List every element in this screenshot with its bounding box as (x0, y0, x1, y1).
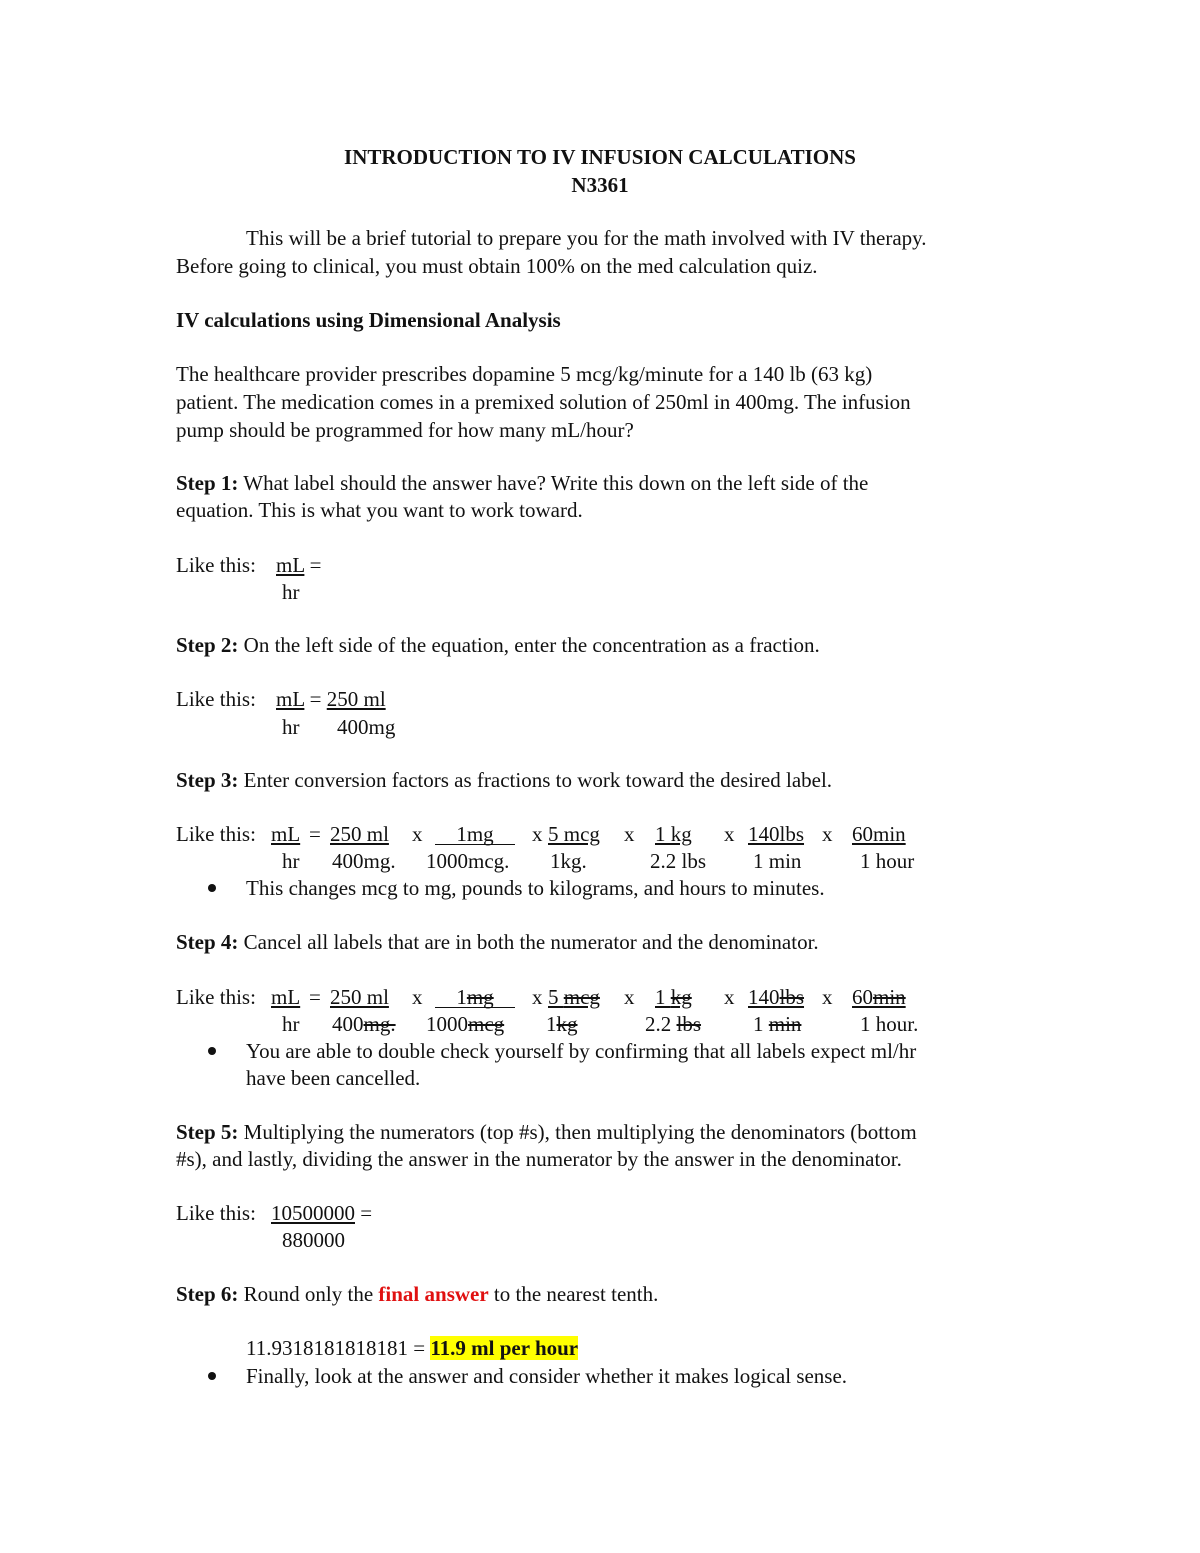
step3-label: Step 3: (176, 768, 239, 792)
step3-den-3: 1000mcg. (426, 849, 510, 873)
step5-numerator (271, 1203, 372, 1224)
step4-num-3-value: 1 (456, 985, 467, 1009)
step5-text: Multiplying the numerators (top #s), then multiplying the denominators (bottom (238, 1120, 917, 1144)
step4-num-7 (852, 987, 906, 1008)
step1-denominator: hr (282, 580, 300, 604)
step2-num-2: 250 ml (326, 687, 386, 711)
cancelled-label: kg (670, 985, 692, 1009)
step4-text: Cancel all labels that are in both the numerator and the denominator. (238, 930, 819, 954)
step6-value: 11.9318181818181 = (246, 1336, 431, 1360)
step4-label: Step 4: (176, 930, 239, 954)
final-answer-emphasis: final answer (378, 1282, 489, 1306)
equals: = (309, 985, 321, 1009)
step4-line (176, 932, 819, 953)
times: x (822, 822, 833, 846)
cancelled-label: min (873, 985, 906, 1009)
step4-den-2-value: 400 (332, 1012, 364, 1036)
problem-line-1: The healthcare provider prescribes dopamine 5 mcg/kg/minute for a 140 lb (63 kg) (176, 362, 873, 386)
step4-den-7: 1 hour. (860, 1012, 919, 1036)
problem-line-2: patient. The medication comes in a premixed solution of 250ml in 400mg. The infusion (176, 390, 911, 414)
times: x (532, 822, 543, 846)
step4-den-6 (753, 1014, 801, 1035)
cancelled-label: lbs (676, 1012, 702, 1036)
cancelled-label: kg (556, 1012, 578, 1036)
times: x (412, 985, 423, 1009)
step6-label: Step 6: (176, 1282, 239, 1306)
step3-num-2: 250 ml (330, 822, 389, 846)
step4-den-6-value: 1 (753, 1012, 769, 1036)
times: x (532, 985, 543, 1009)
step3-num-5: 1 kg (655, 822, 692, 846)
step4-den-1: hr (282, 1012, 300, 1036)
step2-num-1: mL (276, 687, 305, 711)
step5-like-this: Like this: (176, 1201, 256, 1225)
step4-den-4-value: 1 (546, 1012, 557, 1036)
page-title: INTRODUCTION TO IV INFUSION CALCULATIONS (344, 145, 856, 169)
course-code: N3361 (571, 173, 629, 197)
step1-label: Step 1: (176, 471, 239, 495)
step5-line-1 (176, 1122, 917, 1143)
step1-numerator (276, 555, 321, 576)
step4-num-4 (548, 987, 600, 1008)
step3-like-this: Like this: (176, 822, 256, 846)
step4-like-this: Like this: (176, 985, 256, 1009)
cancelled-label: mg (466, 985, 494, 1009)
times: x (822, 985, 833, 1009)
times: x (624, 822, 635, 846)
bullet-icon (208, 1372, 216, 1380)
step3-num-7: 60min (852, 822, 906, 846)
times: x (412, 822, 423, 846)
step2-line (176, 635, 820, 656)
step2-den-2: 400mg (337, 715, 396, 739)
intro-line-1: This will be a brief tutorial to prepare you for the math involved with IV therapy. (246, 226, 927, 250)
step2-den-1: hr (282, 715, 300, 739)
cancelled-label: mcg (468, 1012, 505, 1036)
step3-num-6: 140lbs (748, 822, 805, 846)
step4-den-5 (645, 1014, 701, 1035)
step3-text: Enter conversion factors as fractions to work toward the desired label. (238, 768, 833, 792)
step3-line (176, 770, 832, 791)
step4-den-3-value: 1000 (426, 1012, 468, 1036)
step4-num-1: mL (271, 985, 301, 1009)
step5-num-value: 10500000 (271, 1201, 355, 1225)
step4-den-3 (426, 1014, 504, 1035)
step1-like-this: Like this: (176, 553, 256, 577)
times: x (724, 985, 735, 1009)
equals: = (309, 687, 322, 711)
step1-text: What label should the answer have? Write this down on the left side of the (238, 471, 869, 495)
step1-line-2: equation. This is what you want to work toward. (176, 498, 583, 522)
step4-den-5-value: 2.2 (645, 1012, 677, 1036)
equals: = (360, 1201, 373, 1225)
step3-den-1: hr (282, 849, 300, 873)
cancelled-label: lbs (779, 985, 805, 1009)
equals: = (309, 553, 322, 577)
step3-num-1: mL (271, 822, 301, 846)
step2-like-this: Like this: (176, 687, 256, 711)
bullet-icon (208, 1047, 216, 1055)
highlighted-answer: 11.9 ml per hour (430, 1336, 579, 1360)
problem-line-3: pump should be programmed for how many mL/hour? (176, 418, 634, 442)
step6-bullet: Finally, look at the answer and consider whether it makes logical sense. (246, 1364, 848, 1388)
step4-num-2: 250 ml (330, 985, 389, 1009)
step3-den-2: 400mg. (332, 849, 396, 873)
times: x (724, 822, 735, 846)
step6-text-pre: Round only the (238, 1282, 379, 1306)
step4-num-3 (435, 987, 515, 1008)
step5-line-2: #s), and lastly, dividing the answer in the numerator by the answer in the denominator. (176, 1147, 902, 1171)
step3-den-4: 1kg. (550, 849, 587, 873)
cancelled-label: mcg (563, 985, 600, 1009)
step5-denominator: 880000 (282, 1228, 345, 1252)
step2-text: On the left side of the equation, enter the concentration as a fraction. (238, 633, 820, 657)
step4-num-5-value: 1 (655, 985, 671, 1009)
step6-result (246, 1338, 578, 1359)
step4-num-4-value: 5 (548, 985, 564, 1009)
step4-num-5 (655, 987, 692, 1008)
step1-num-text: mL (276, 553, 305, 577)
step3-num-3: 1mg (435, 824, 515, 845)
step2-label: Step 2: (176, 633, 239, 657)
equals: = (309, 822, 321, 846)
step3-den-6: 1 min (753, 849, 802, 873)
step3-num-4: 5 mcg (548, 822, 600, 846)
step6-line (176, 1284, 658, 1305)
step4-den-2 (332, 1014, 396, 1035)
bullet-icon (208, 884, 216, 892)
times: x (624, 985, 635, 1009)
step4-bullet-line-2: have been cancelled. (246, 1066, 421, 1090)
step4-bullet-line-1: You are able to double check yourself by confirming that all labels expect ml/hr (246, 1039, 917, 1063)
intro-line-2: Before going to clinical, you must obtain 100% on the med calculation quiz. (176, 254, 818, 278)
step1-line-1 (176, 473, 868, 494)
step4-den-4 (546, 1014, 578, 1035)
step4-num-6 (748, 987, 804, 1008)
step3-den-7: 1 hour (860, 849, 915, 873)
step5-label: Step 5: (176, 1120, 239, 1144)
step6-text-post: to the nearest tenth. (488, 1282, 659, 1306)
step2-numerators (276, 689, 386, 710)
section-heading: IV calculations using Dimensional Analysis (176, 308, 561, 332)
cancelled-label: min (768, 1012, 802, 1036)
step4-num-6-value: 140 (748, 985, 780, 1009)
step3-den-5: 2.2 lbs (650, 849, 707, 873)
step3-bullet: This changes mcg to mg, pounds to kilograms, and hours to minutes. (246, 876, 825, 900)
cancelled-label: mg. (363, 1012, 396, 1036)
step4-num-7-value: 60 (852, 985, 873, 1009)
